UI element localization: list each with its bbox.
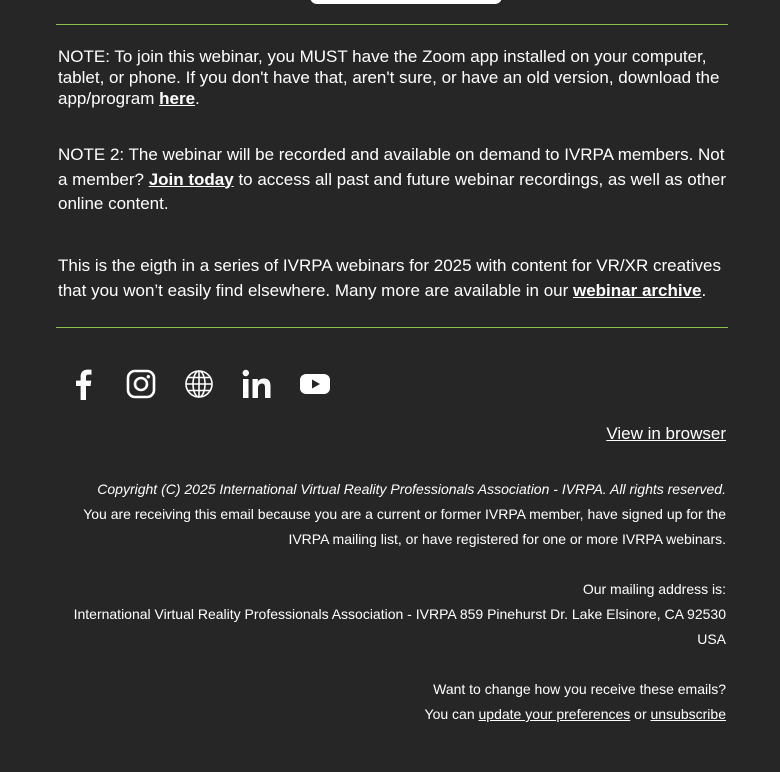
top-cta-button-edge[interactable] [310, 0, 502, 4]
facebook-icon [73, 368, 93, 400]
mailing-country: USA [697, 631, 726, 647]
divider-middle [56, 327, 728, 328]
instagram-icon [126, 369, 156, 399]
footer-copyright-block [46, 477, 726, 552]
webinar-archive-link[interactable]: webinar archive [573, 280, 702, 300]
globe-icon [184, 369, 214, 399]
zoom-note [58, 46, 728, 109]
series-note-text: This is the eigth in a series of IVRPA webinars for 2025 with content for VR/XR creatives that you won’t easily find elsewhere. Many more are available in our [58, 256, 721, 300]
linkedin-icon [242, 369, 272, 399]
view-in-browser-link[interactable]: View in browser [606, 424, 726, 443]
linkedin-link[interactable] [240, 367, 273, 401]
youtube-link[interactable] [298, 367, 331, 401]
change-emails-question: Want to change how you receive these emails? [433, 681, 726, 697]
mailing-address: International Virtual Reality Professionals Association - IVRPA 859 Pinehurst Dr. Lake Elsinore, CA 92530 [73, 606, 726, 622]
you-can-text: You can [424, 706, 479, 722]
divider-top [56, 24, 728, 25]
receiving-reason-text: You are receiving this email because you are a current or former IVRPA member, have signed up for the IVRPA mailing list, or have registered for one or more IVRPA webinars. [83, 506, 726, 547]
footer-address-block [46, 577, 726, 652]
series-note-end: . [701, 280, 707, 300]
zoom-note-text: NOTE: To join this webinar, you MUST have the Zoom app installed on your computer, tablet, or phone. If you don't have that, aren't sure, or have an old version, download the app/program [58, 47, 720, 108]
update-preferences-link[interactable]: update your preferences [478, 706, 631, 722]
facebook-link[interactable] [66, 367, 99, 401]
preferences-line [46, 702, 726, 727]
footer-preferences-block [46, 677, 726, 727]
copyright-text: Copyright (C) 2025 International Virtual Reality Professionals Association - IVRPA. All rights reserved. [97, 481, 726, 497]
series-note [58, 254, 728, 303]
mailing-address-label: Our mailing address is: [582, 581, 726, 597]
recording-note-text: NOTE 2: The webinar will be recorded and available on demand to IVRPA members. Not a member? [58, 145, 725, 189]
recording-note-end: to access all past and future webinar recordings, as well as other online content. [58, 169, 727, 213]
or-text: or [630, 706, 651, 722]
zoom-note-end: . [195, 89, 200, 108]
recording-note [58, 143, 728, 217]
website-link[interactable] [182, 367, 215, 401]
social-links [66, 367, 331, 401]
join-today-link[interactable]: Join today [148, 169, 234, 189]
unsubscribe-link[interactable]: unsubscribe [650, 706, 726, 722]
instagram-link[interactable] [124, 367, 157, 401]
zoom-download-link[interactable]: here [159, 89, 196, 108]
youtube-icon [299, 372, 331, 396]
